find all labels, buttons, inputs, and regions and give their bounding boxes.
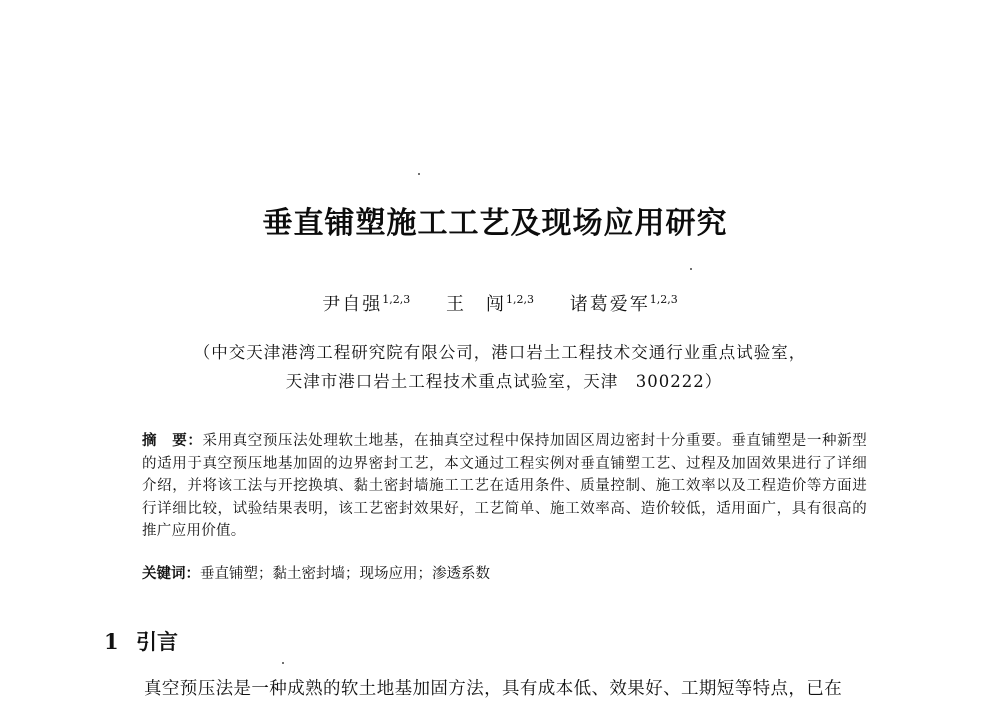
abstract [142,430,867,543]
keywords-text: 垂直铺塑；黏土密封墙；现场应用；渗透系数 [200,566,490,582]
affiliation-line-1: （中交天津港湾工程研究院有限公司，港口岩土工程技术交通行业重点试验室， [193,343,807,362]
paper-title: 垂直铺塑施工工艺及现场应用研究 [262,206,728,241]
scan-speck [282,662,284,664]
abstract-text: 采用真空预压法处理软土地基，在抽真空过程中保持加固区周边密封十分重要。垂直铺塑是一种新型的适用于真空预压地基加固的边界密封工艺，本文通过工程实例对垂直铺塑工艺、过程及加固效果进行了详细介绍，并将该工法与开挖换填、黏土密封墙施工工艺在适用条件、质量控制、施工效率以及工程造价等方面进行详细比较，试验结果表明，该工艺密封效果好，工艺简单、施工效率高、造价较低，适用面广，具有很高的推广应用价值。 [142,433,868,539]
author [446,290,534,316]
author-affiliation-marker: 1,2,3 [506,293,534,306]
author-list [0,290,1000,316]
abstract-label: 摘 要： [142,433,203,449]
scan-speck [418,173,420,175]
keywords-label: 关键词： [142,566,200,582]
author-name: 尹自强 [322,294,383,315]
keywords [142,563,867,585]
body-paragraph: 真空预压法是一种成熟的软土地基加固方法，具有成本低、效果好、工期短等特点，已在 [144,679,843,699]
author-affiliation-marker: 1,2,3 [382,293,411,306]
author [322,290,410,316]
section-title: 引言 [136,629,178,654]
affiliation-line-2: 天津市港口岩土工程技术重点试验室，天津 300222） [285,372,723,391]
scan-speck [690,268,692,270]
section-number: 1 [104,629,119,654]
author-affiliation-marker: 1,2,3 [649,293,678,306]
author-name: 王 闯 [446,294,506,315]
author-name: 诸葛爱军 [569,294,650,315]
section-heading [104,626,178,656]
author [570,290,678,316]
